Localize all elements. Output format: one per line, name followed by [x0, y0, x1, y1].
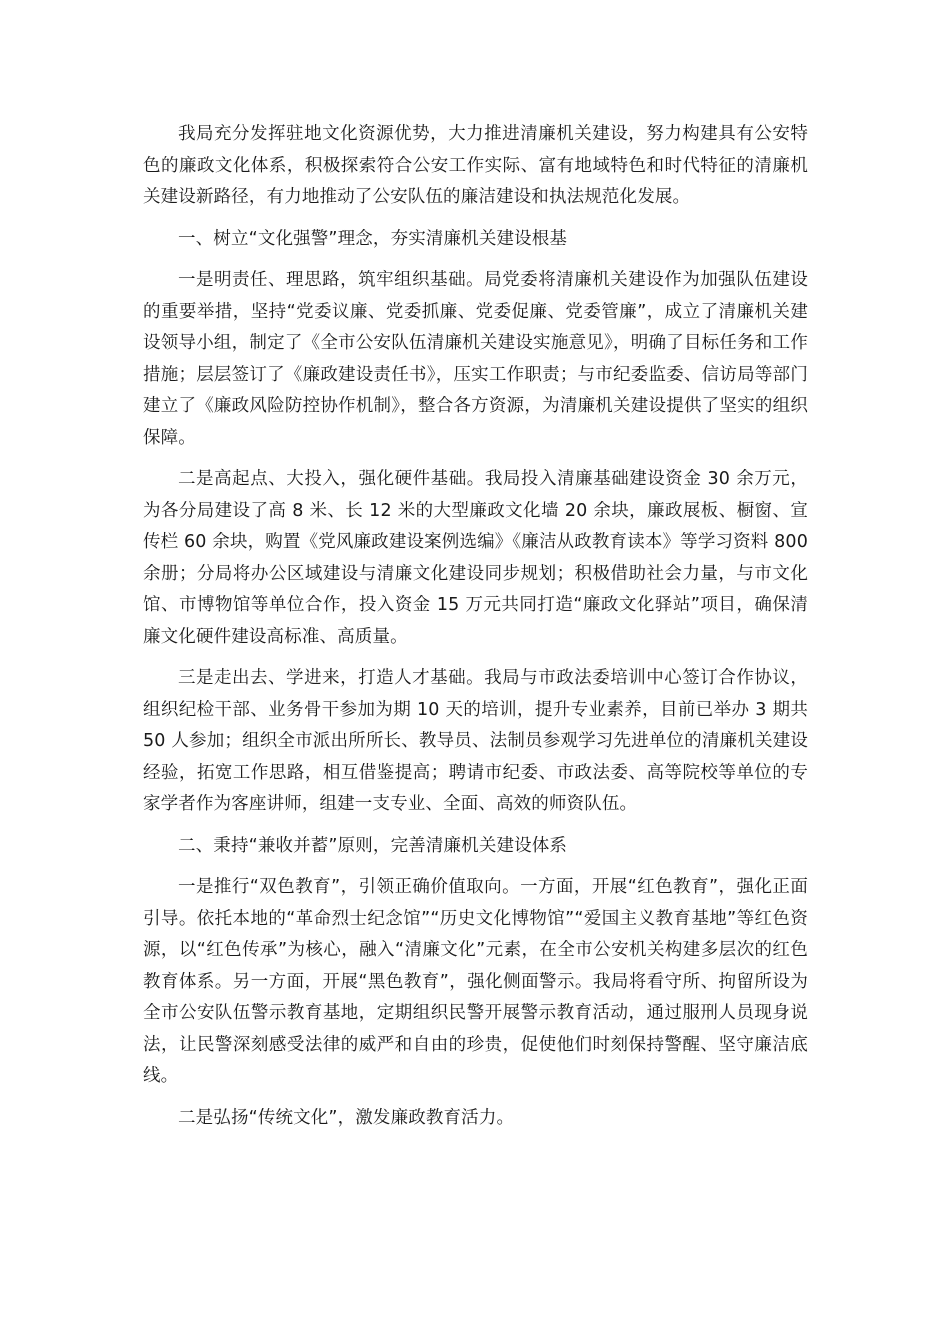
section-heading-1: 一、树立“文化强警”理念，夯实清廉机关建设根基	[178, 228, 568, 249]
intro-paragraph: 我局充分发挥驻地文化资源优势，大力推进清廉机关建设，努力构建具有公安特色的廉政文化体系，积极探索符合公安工作实际、富有地域特色和时代特征的清廉机关建设新路径，有力地推动了公安队伍的廉洁建设和执法规范化发展。	[143, 124, 808, 207]
document-body	[143, 119, 808, 1144]
section-2-paragraph-1: 一是推行“双色教育”，引领正确价值取向。一方面，开展“红色教育”，强化正面引导。依托本地的“革命烈士纪念馆”“历史文化博物馆”“爱国主义教育基地”等红色资源，以“红色传承”为核心，融入“清廉文化”元素，在全市公安机关构建多层次的红色教育体系。另一方面，开展“黑色教育”，强化侧面警示。我局将看守所、拘留所设为全市公安队伍警示教育基地，定期组织民警开展警示教育活动，通过服刑人员现身说法，让民警深刻感受法律的威严和自由的珍贵，促使他们时刻保持警醒、坚守廉洁底线。	[143, 877, 808, 1086]
section-1-paragraph-2: 二是高起点、大投入，强化硬件基础。我局投入清廉基础建设资金 30 余万元，为各分局建设了高 8 米、长 12 米的大型廉政文化墙 20 余块，廉政展板、橱窗、宣传栏 60 余块，购置《党风廉政建设案例选编》《廉洁从政教育读本》等学习资料 800 余册；分局将办公区域建设与清廉文化建设同步规划；积极借助社会力量，与市文化馆、市博物馆等单位合作，投入资金 15 万元共同打造“廉政文化驿站”项目，确保清廉文化硬件建设高标准、高质量。	[143, 469, 808, 647]
section-2-paragraph-2: 二是弘扬“传统文化”，激发廉政教育活力。	[178, 1107, 515, 1128]
section-1-paragraph-1: 一是明责任、理思路，筑牢组织基础。局党委将清廉机关建设作为加强队伍建设的重要举措，坚持“党委议廉、党委抓廉、党委促廉、党委管廉”，成立了清廉机关建设领导小组，制定了《全市公安队伍清廉机关建设实施意见》，明确了目标任务和工作措施；层层签订了《廉政建设责任书》，压实工作职责；与市纪委监委、信访局等部门建立了《廉政风险防控协作机制》，整合各方资源，为清廉机关建设提供了坚实的组织保障。	[143, 270, 808, 448]
section-1-paragraph-3: 三是走出去、学进来，打造人才基础。我局与市政法委培训中心签订合作协议，组织纪检干部、业务骨干参加为期 10 天的培训，提升专业素养，目前已举办 3 期共 50 人参加；组织全市派出所所长、教导员、法制员参观学习先进单位的清廉机关建设经验，拓宽工作思路，相互借鉴提高；聘请市纪委、市政法委、高等院校等单位的专家学者作为客座讲师，组建一支专业、全面、高效的师资队伍。	[143, 668, 808, 814]
section-heading-2: 二、秉持“兼收并蓄”原则，完善清廉机关建设体系	[178, 835, 568, 856]
